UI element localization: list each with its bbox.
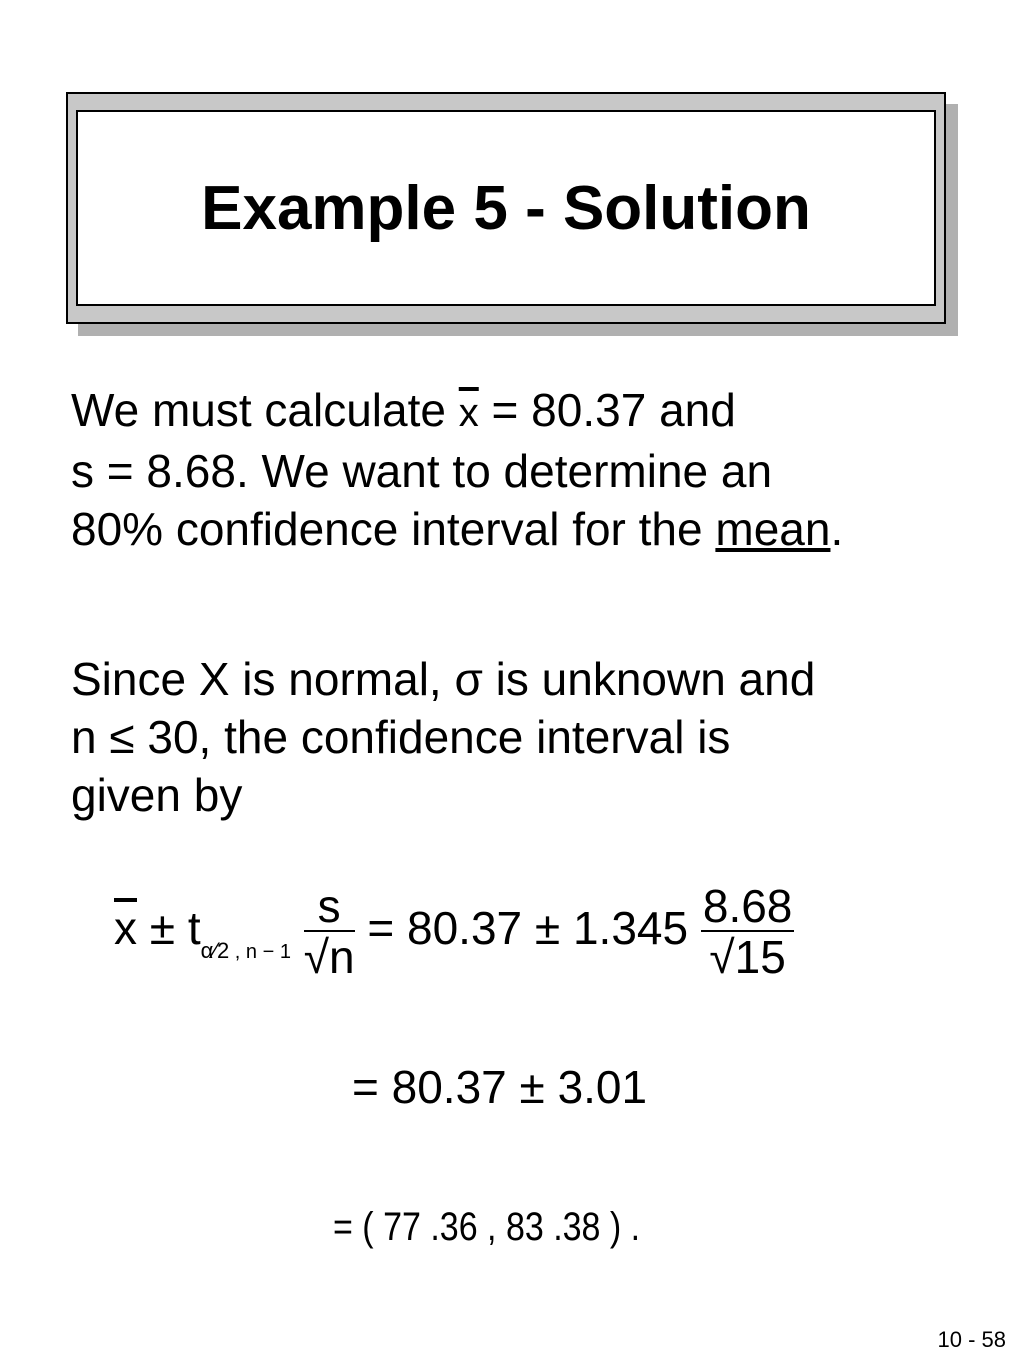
eq1-t: t — [187, 902, 201, 955]
eq1-x-bar: $\overline{x}$ — [114, 902, 137, 955]
paragraph-1-line-3 — [71, 500, 991, 558]
p1-prefix: We must calculate — [71, 384, 459, 436]
eq1-frac2-numerator: 8.68 — [702, 880, 793, 932]
paragraph-2-line-2: n ≤ 30, the confidence interval is — [71, 711, 731, 763]
sqrt-icon: √ — [303, 931, 329, 983]
eq1-sub-rest: , n − 1 — [229, 941, 291, 964]
p1-line3-suffix: . — [830, 503, 844, 555]
paragraph-1-line-2: s = 8.68. We want to determine an — [71, 445, 773, 497]
eq1-plus-minus: ± — [149, 902, 176, 955]
paragraph-2 — [71, 650, 991, 824]
eq1-plus-minus-2: ± — [534, 902, 561, 955]
paragraph-1 — [71, 381, 991, 558]
p1-after-xbar: = 80.37 and — [478, 384, 736, 436]
paragraph-2-line-1: Since X is normal, σ is unknown and — [71, 653, 816, 705]
eq1-sub-alpha: α — [200, 938, 214, 964]
eq1-frac2-denominator-wrap — [701, 932, 795, 982]
x-bar-symbol: $\overline{x}$ — [458, 391, 479, 435]
slide-number: 10 - 58 — [937, 1327, 1006, 1352]
paragraph-1-line-1 — [71, 381, 991, 442]
eq1-mean: 80.37 — [407, 902, 523, 955]
eq1-fraction-s-over-sqrt-15 — [701, 882, 795, 982]
sqrt-icon: √ — [709, 931, 735, 983]
eq1-sub-two: ⁄2 — [213, 938, 230, 964]
title-inner — [76, 110, 936, 306]
page-title: Example 5 - Solution — [201, 173, 811, 243]
eq1-frac1-denominator-wrap — [304, 932, 355, 982]
underlined-word: mean — [715, 503, 831, 555]
eq1-equals: = — [367, 902, 395, 955]
title-frame — [66, 92, 946, 324]
eq1-fraction-s-over-sqrt-n — [304, 882, 355, 982]
equation-1 — [114, 882, 794, 982]
eq1-frac1-denominator: n — [328, 931, 355, 983]
eq1-frac2-denominator: 15 — [734, 931, 786, 983]
eq1-t-subscript — [200, 938, 291, 964]
eq1-frac1-numerator: s — [304, 882, 355, 932]
p1-line3-prefix: 80% confidence interval for the — [71, 503, 716, 555]
title-box — [66, 92, 946, 324]
eq1-t-value: 1.345 — [572, 902, 689, 955]
equation-2: = 80.37 ± 3.01 — [352, 1061, 648, 1113]
equation-3: = ( 77 .36 , 83 .38 ) . — [333, 1205, 641, 1249]
paragraph-2-line-3: given by — [71, 769, 243, 821]
